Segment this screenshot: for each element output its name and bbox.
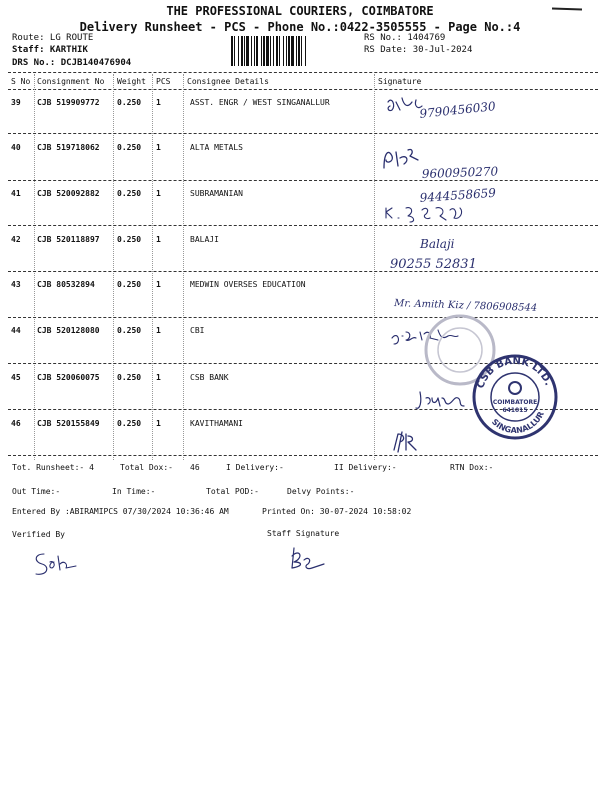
table-row bbox=[0, 373, 600, 419]
row-consignment: CJB 520155849 bbox=[37, 419, 100, 428]
col-consignment: Consignment No bbox=[37, 77, 105, 86]
row-sno: 40 bbox=[11, 143, 21, 152]
row-divider bbox=[8, 363, 598, 364]
row-weight: 0.250 bbox=[117, 98, 142, 107]
i-delivery: I Delivery:- bbox=[226, 463, 284, 472]
delivery-points: Delvy Points:- bbox=[287, 487, 355, 496]
row-consignment: CJB 519718062 bbox=[37, 143, 100, 152]
row-pcs: 1 bbox=[156, 280, 161, 289]
row-divider bbox=[8, 180, 598, 181]
row-divider bbox=[8, 409, 598, 410]
col-weight: Weight bbox=[117, 77, 146, 86]
row-consignee: BALAJI bbox=[190, 235, 219, 244]
row-sno: 43 bbox=[11, 280, 21, 289]
row-consignee: CSB BANK bbox=[190, 373, 229, 382]
row-pcs: 1 bbox=[156, 326, 161, 335]
table-row bbox=[0, 326, 600, 372]
row-divider bbox=[8, 271, 598, 272]
row-divider bbox=[8, 225, 598, 226]
row-sno: 46 bbox=[11, 419, 21, 428]
col-consignee: Consignee Details bbox=[187, 77, 269, 86]
row-consignment: CJB 520092882 bbox=[37, 189, 100, 198]
handwritten-name: Balaji bbox=[420, 237, 455, 251]
table-row bbox=[0, 189, 600, 235]
row-sno: 39 bbox=[11, 98, 21, 107]
staff-label: Staff: KARTHIK bbox=[12, 45, 88, 55]
staff-signature bbox=[284, 544, 344, 576]
row-weight: 0.250 bbox=[117, 326, 142, 335]
stamp-pin: 641015 bbox=[502, 407, 528, 414]
drs-number: DRS No.: DCJB140476904 bbox=[12, 58, 132, 68]
row-pcs: 1 bbox=[156, 189, 161, 198]
row-consignee: MEDWIN OVERSES EDUCATION bbox=[190, 280, 306, 289]
in-time: In Time:- bbox=[112, 487, 156, 496]
row-pcs: 1 bbox=[156, 373, 161, 382]
stamp-location: SINGANALLUR bbox=[490, 410, 546, 436]
company-title: THE PROFESSIONAL COURIERS, COIMBATORE bbox=[166, 4, 434, 18]
row-sno: 42 bbox=[11, 235, 21, 244]
barcode bbox=[231, 36, 359, 66]
row-consignment: CJB 519909772 bbox=[37, 98, 100, 107]
row-divider bbox=[8, 133, 598, 134]
divider bbox=[8, 72, 598, 73]
row-weight: 0.250 bbox=[117, 280, 142, 289]
row-weight: 0.250 bbox=[117, 235, 142, 244]
handwritten-name-phone: Mr. Amith Kiz / 7806908544 bbox=[393, 298, 538, 314]
route-label: Route: LG ROUTE bbox=[12, 33, 94, 43]
rs-number: RS No.: 1404769 bbox=[364, 33, 446, 43]
row-consignee: SUBRAMANIAN bbox=[190, 189, 243, 198]
col-signature: Signature bbox=[378, 77, 422, 86]
handwritten-phone: 9600950270 bbox=[421, 164, 499, 181]
total-dox-label: Total Dox:- bbox=[120, 463, 173, 472]
handwritten-phone: 9444558659 bbox=[419, 186, 497, 205]
total-dox-value: 46 bbox=[190, 463, 200, 472]
ii-delivery: II Delivery:- bbox=[334, 463, 397, 472]
divider bbox=[8, 455, 598, 456]
row-sno: 44 bbox=[11, 326, 21, 335]
row-sno: 41 bbox=[11, 189, 21, 198]
entered-by: Entered By :ABIRAMIPCS 07/30/2024 10:36:46 AM bbox=[12, 507, 229, 516]
printed-on: Printed On: 30-07-2024 10:58:02 bbox=[262, 507, 412, 516]
rs-date: RS Date: 30-Jul-2024 bbox=[364, 45, 473, 55]
handwritten-phone: 90255 52831 bbox=[390, 257, 477, 272]
row-weight: 0.250 bbox=[117, 143, 142, 152]
row-weight: 0.250 bbox=[117, 419, 142, 428]
table-row bbox=[0, 419, 600, 465]
table-row bbox=[0, 98, 600, 144]
runsheet-title: Delivery Runsheet - PCS - Phone No.:0422-3505555 - Page No.:4 bbox=[79, 20, 521, 34]
row-consignee: ASST. ENGR / WEST SINGANALLUR bbox=[190, 98, 330, 107]
row-consignment: CJB 520060075 bbox=[37, 373, 100, 382]
row-consignment: CJB 80532894 bbox=[37, 280, 95, 289]
row-pcs: 1 bbox=[156, 235, 161, 244]
row-consignee: KAVITHAMANI bbox=[190, 419, 243, 428]
verifier-signature bbox=[30, 548, 100, 580]
row-divider bbox=[8, 317, 598, 318]
row-consignee: CBI bbox=[190, 326, 205, 335]
row-pcs: 1 bbox=[156, 143, 161, 152]
row-weight: 0.250 bbox=[117, 373, 142, 382]
verified-by-label: Verified By bbox=[12, 530, 65, 539]
col-sno: S No bbox=[11, 77, 31, 86]
row-sno: 45 bbox=[11, 373, 21, 382]
total-pod: Total POD:- bbox=[206, 487, 259, 496]
divider bbox=[8, 89, 598, 90]
row-consignee: ALTA METALS bbox=[190, 143, 243, 152]
stamp-text: CSB BANK LTD. bbox=[475, 355, 554, 391]
stamp-city: COIMBATORE bbox=[492, 399, 538, 406]
out-time: Out Time:- bbox=[12, 487, 61, 496]
col-pcs: PCS bbox=[156, 77, 171, 86]
rtn-dox: RTN Dox:- bbox=[450, 463, 494, 472]
staff-signature-label: Staff Signature bbox=[267, 529, 340, 538]
row-pcs: 1 bbox=[156, 419, 161, 428]
row-weight: 0.250 bbox=[117, 189, 142, 198]
row-consignment: CJB 520128080 bbox=[37, 326, 100, 335]
row-consignment: CJB 520118897 bbox=[37, 235, 100, 244]
table-row bbox=[0, 143, 600, 189]
row-pcs: 1 bbox=[156, 98, 161, 107]
handwritten-phone: 9790456030 bbox=[418, 99, 497, 121]
table-row bbox=[0, 235, 600, 281]
table-row bbox=[0, 280, 600, 326]
total-runsheet: Tot. Runsheet:- 4 bbox=[12, 463, 94, 472]
